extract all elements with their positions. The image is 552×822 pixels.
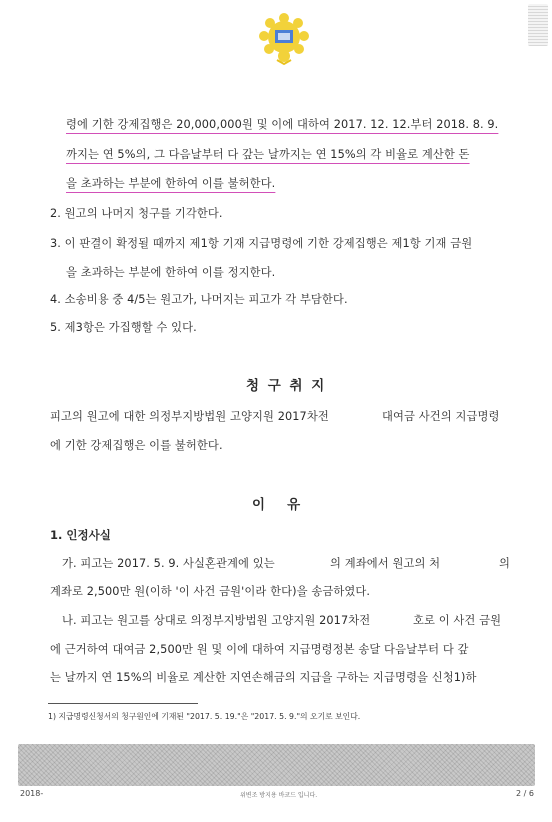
page-number: 2 / 6 — [516, 789, 534, 798]
order-item-2: 2. 원고의 나머지 청구를 기각한다. — [50, 207, 223, 220]
reason-text-line: 의 계좌에서 원고의 처 — [330, 557, 441, 570]
reason-text-line: 에 근거하여 대여금 2,500만 원 및 이에 대하여 지급명령정본 송달 다음날부터 다 갚 — [50, 643, 469, 656]
judgment-text-line: 령에 기한 강제집행은 20,000,000원 및 이에 대하여 2017. 12. 12.부터 2018. 8. 9. — [66, 118, 499, 131]
footer-barcode-note: 위변조 방지용 바코드 입니다. — [240, 792, 318, 799]
order-item-5: 5. 제3항은 가집행할 수 있다. — [50, 321, 197, 334]
footnote-divider — [48, 703, 198, 704]
reason-text-line: 계좌로 2,500만 원(이하 '이 사건 금원'이라 한다)을 송금하였다. — [50, 585, 371, 598]
subsection-title: 1. 인정사실 — [50, 528, 111, 542]
section-heading-claim: 청 구 취 지 — [246, 378, 327, 394]
reason-text-line: 가. 피고는 2017. 5. 9. 사실혼관계에 있는 — [62, 557, 275, 570]
court-emblem-icon — [259, 12, 309, 66]
reason-text-line: 는 날까지 연 15%의 비율로 계산한 지연손해금의 지급을 구하는 지급명령을 신청1)하 — [50, 671, 477, 684]
judgment-text-line: 을 초과하는 부분에 한하여 이를 불허한다. — [66, 177, 276, 190]
footer-case-number: 2018- — [20, 789, 44, 798]
footnote: 1) 지급명령신청서의 청구원인에 기재된 "2017. 5. 19."은 "2017. 5. 9."의 오기로 보인다. — [48, 712, 361, 721]
claim-text-line: 에 기한 강제집행은 이를 불허한다. — [50, 439, 223, 452]
claim-text-line: 대여금 사건의 지급명령 — [382, 410, 500, 423]
section-heading-reason: 이 유 — [252, 497, 303, 513]
claim-text-line: 피고의 원고에 대한 의정부지방법원 고양지원 2017차전 — [50, 410, 329, 423]
barcode-stamp-icon — [18, 744, 535, 786]
reason-text-line: 호로 이 사건 금원 — [413, 614, 502, 627]
order-item-3: 3. 이 판결이 확정될 때까지 제1항 기재 지급명령에 기한 강제집행은 제1항 기재 금원 — [50, 237, 473, 250]
document-stamp — [528, 4, 548, 46]
order-item-3-cont: 을 초과하는 부분에 한하여 이를 정지한다. — [66, 266, 276, 279]
reason-text-line: 나. 피고는 원고를 상대로 의정부지방법원 고양지원 2017차전 — [62, 614, 371, 627]
reason-text-line: 의 — [499, 557, 511, 570]
judgment-text-line: 까지는 연 5%의, 그 다음날부터 다 갚는 날까지는 연 15%의 각 비율로 계산한 돈 — [66, 148, 470, 161]
order-item-4: 4. 소송비용 중 4/5는 원고가, 나머지는 피고가 각 부담한다. — [50, 293, 348, 306]
